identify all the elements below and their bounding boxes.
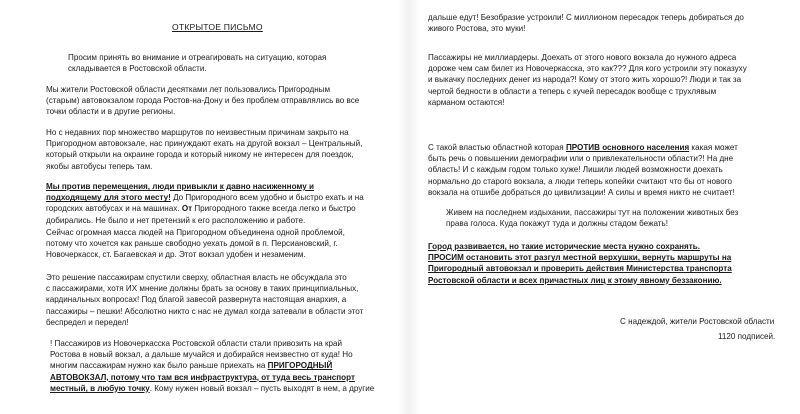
paragraph-4: [46, 181, 364, 226]
paragraph-2: Мы жители Ростовской области десятками лет пользовались Пригородным (старым) автовокзалом города Ростов-на-Дону и без проблем отправлялись во все точки области и в другие регионы.: [46, 85, 360, 117]
paragraph-4-bold: Мы против перемещения, люди привыкли к давно насиженному и подходящему для этого месту!: [46, 182, 315, 203]
right-paragraph-4: Живем на последнем издыхании, пассажиры тут на положении животных без права голоса. Куда покажут туда и должны стадом бежать!: [446, 208, 739, 229]
paragraph-7-bold: ПРИГОРОДНЫЙ АВТОВОКЗАЛ, потому что там вся инфраструктура, от туда весь транспорт местный, в любую точку: [50, 361, 355, 393]
paragraph-6: Это решение пассажирам спустили сверху, областная власть не обсуждала это с пассажирами, хотя ИХ мнение должны брать за основу в таких принципиальных, кардинальных вопросах! Под благой завесой развернута настоящая анархия, а пассажиры – пешки! Абсолютно никто с нас не думал когда затевали в области этот беспредел и передел!: [46, 273, 364, 327]
right-paragraph-3: [428, 142, 738, 198]
paragraph-1: Просим принять во внимание и отреагировать на ситуацию, которая складывается в Ростовской области.: [68, 53, 327, 74]
page-gutter: [398, 0, 420, 414]
letter-title: ОТКРЫТОЕ ПИСЬМО: [172, 22, 263, 32]
right-paragraph-3-bold: ПРОТИВ основного населения: [565, 143, 690, 152]
signature-count: 1120 подписей.: [718, 332, 776, 341]
right-paragraph-2: Пассажиры не миллиардеры. Доехать от этого нового вокзала до нужного адреса дороже чем сам билет из Новочеркасска, это как??? Для кого устроили эту показуху и выкачку последних денег из народа?! Кому от этого жить хорошо?! Люди и так за чертой бедности в области а теперь с кучей пересадок вообще с трухлявым карманом остаются!: [428, 53, 747, 107]
paragraph-5: Сейчас огромная масса людей на Пригородном объединена одной проблемой, потому что хочется как раньше свободно уехать домой в п. Персиановский, г. Новочеркасск, ст. Багаевская и др. Этот вокзал удобен и незаменим.: [46, 228, 345, 260]
right-column: [420, 0, 800, 414]
right-paragraph-3-text: С такой властью областной которая: [428, 143, 566, 152]
right-paragraph-5: Город развивается, но такие исторические места нужно сохранять. ПРОСИМ остановить этот разгул местной верхушки, вернуть маршруты на Пригородный автовокзал и проверить действия Министерства транспорта Ростовской области и всех причастных лиц к этому явному беззаконию.: [428, 242, 732, 285]
right-paragraph-3-text-2: какая может быть речь о повышении демографии или о привлекательности области?! На дне область! И с каждым годом только хуже! Лишили людей возможности доехать нормально до старого вокзала, а люди теперь копейки считают что бы от нового вокзала на отшибе добраться до цивилизации! А силы и время никто не считает!: [428, 143, 738, 197]
right-paragraph-1: дальше едут! Безобразие устроили! С миллионом пересадок теперь добираться до живого Ростова, это муки!: [428, 13, 744, 34]
paragraph-3: Но с недавних пор множество маршрутов по неизвестным причинам закрыто на Пригородном автовокзале, нас принуждают ехать на другой вокзал – Центральный, который открыли на окраине города и который никому не интересен для поездок, якобы автобусы теперь там.: [46, 128, 363, 171]
paragraph-7-text-2: . Кому нужен новый вокзал – пусть выходят в нем, а другие: [149, 383, 375, 393]
paragraph-4-text: До Пригородного всем удобно и быстро ехать и на городских автобусах и на машинах.: [46, 193, 364, 214]
paragraph-7-text: ! Пассажиров из Новочеркасска Ростовской области стали привозить на край Ростова в новый вокзал, а дальше мучайся и добирайся неизвестно от куда! Но многим пассажирам нужно как было раньше приехать на: [50, 339, 353, 371]
paragraph-4-bold-2: От: [181, 204, 193, 214]
paragraph-7: [50, 338, 374, 394]
paragraph-4-text-2: Пригородного также всегда легко и быстро добирались. Не было и нет претензий к его расположению и работе.: [46, 204, 356, 225]
signature: С надеждой, жители Ростовской области: [620, 317, 775, 326]
